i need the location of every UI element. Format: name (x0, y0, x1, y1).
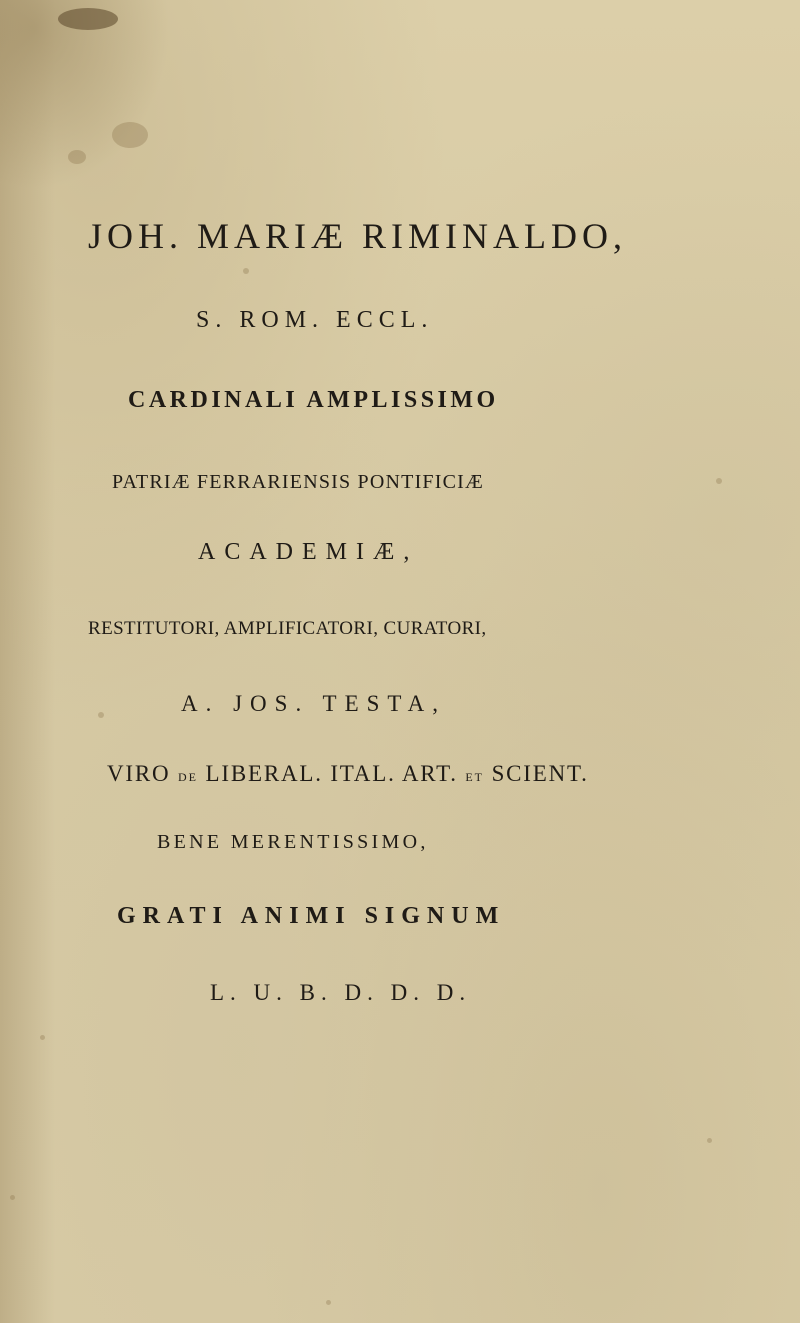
dedicatee-church-title: S. ROM. ECCL. (196, 307, 434, 333)
author-description (107, 762, 589, 785)
author-name: A. JOS. TESTA, (181, 691, 447, 716)
author-description-de: DE (177, 770, 198, 784)
dedicatee-name: JOH. MARIÆ RIMINALDO, (88, 216, 628, 256)
dedicatee-rank: CARDINALI AMPLISSIMO (128, 387, 499, 413)
foxing-spot (40, 1035, 45, 1040)
foxing-spot (98, 712, 104, 718)
foxing-spot (243, 268, 249, 274)
academy-name: PATRIÆ FERRARIENSIS PONTIFICIÆ (112, 471, 484, 493)
dedication-formula: L. U. B. D. D. D. (210, 980, 472, 1005)
dedicatee-roles: RESTITUTORI, AMPLIFICATORI, CURATORI, (88, 618, 487, 639)
foxing-spot (68, 150, 86, 164)
author-description-et: ET (465, 770, 484, 784)
gratitude-line: GRATI ANIMI SIGNUM (117, 903, 506, 929)
foxing-spot (10, 1195, 15, 1200)
academy-word: ACADEMIÆ, (198, 539, 419, 565)
page-edge-shading (0, 0, 55, 1323)
foxing-spot (58, 8, 118, 30)
merit-line: BENE MERENTISSIMO, (157, 831, 429, 853)
author-description-arts: LIBERAL. ITAL. ART. (205, 761, 458, 786)
author-description-scient: SCIENT. (491, 761, 589, 786)
foxing-spot (112, 122, 148, 148)
foxing-spot (326, 1300, 331, 1305)
foxing-spot (707, 1138, 712, 1143)
foxing-spot (716, 478, 722, 484)
author-description-viro: VIRO (107, 761, 171, 786)
